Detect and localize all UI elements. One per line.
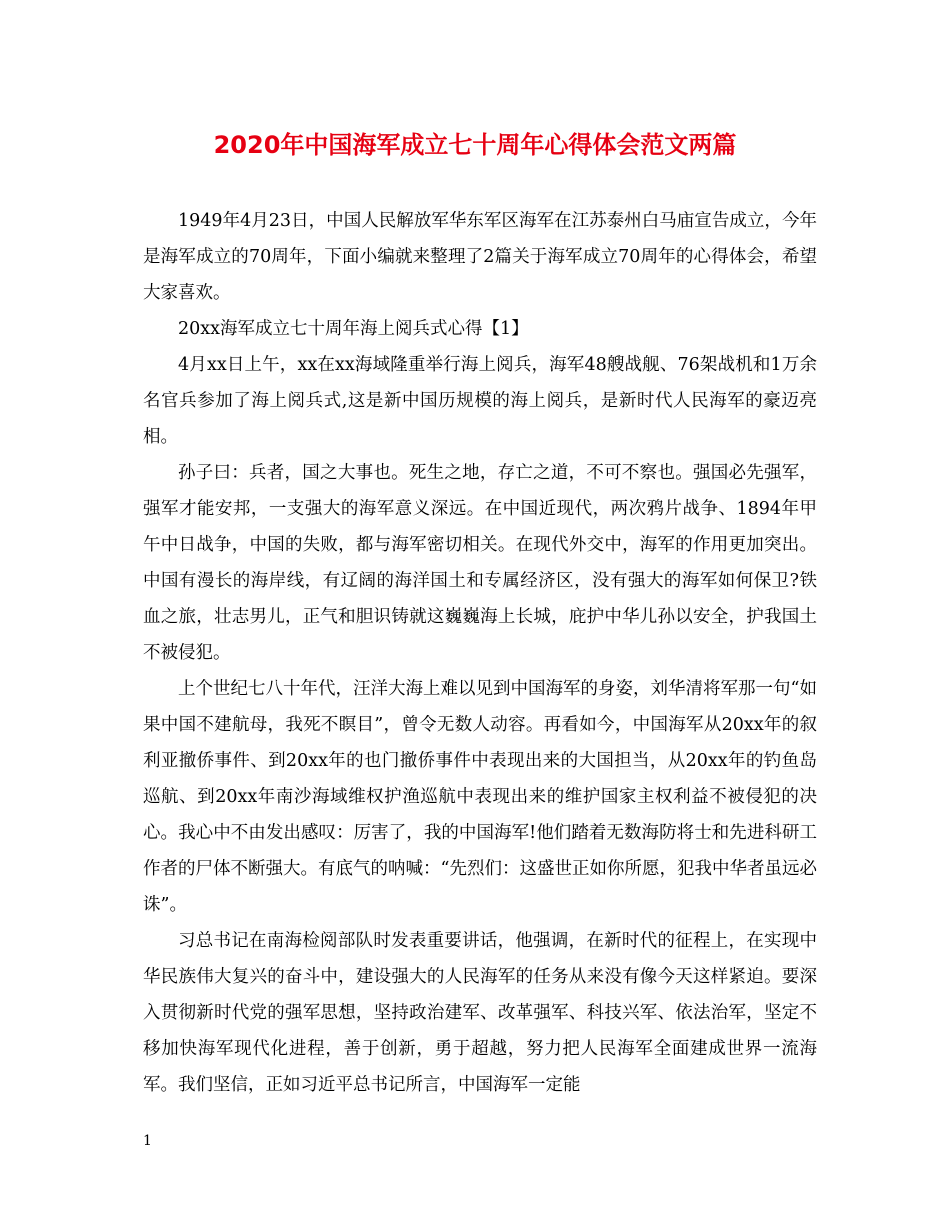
- paragraph-sunzi: 孙子曰：兵者，国之大事也。死生之地，存亡之道，不可不察也。强国必先强军，强军才能安邦，一支强大的海军意义深远。在中国近现代，两次鸦片战争、1894年甲午中日战争，中国的失败，都与海军密切相关。在现代外交中，海军的作用更加突出。中国有漫长的海岸线，有辽阔的海洋国土和专属经济区，没有强大的海军如何保卫?铁血之旅，壮志男儿，正气和胆识铸就这巍巍海上长城，庇护中华儿孙以安全，护我国土不被侵犯。: [143, 463, 817, 663]
- paragraph-parade: 4月xx日上午，xx在xx海域隆重举行海上阅兵，海军48艘战舰、76架战机和1万余名官兵参加了海上阅兵式,这是新中国历规模的海上阅兵，是新时代人民海军的豪迈亮相。: [143, 355, 817, 447]
- paragraph-history: 上个世纪七八十年代，汪洋大海上难以见到中国海军的身姿，刘华清将军那一句“如果中国不建航母，我死不瞑目”，曾令无数人动容。再看如今，中国海军从20xx年的叙利亚撤侨事件、到20xx年的也门撤侨事件中表现出来的大国担当，从20xx年的钓鱼岛巡航、到20xx年南沙海域维权护渔巡航中表现出来的维护国家主权利益不被侵犯的决心。我心中不由发出感叹：厉害了，我的中国海军!他们踏着无数海防将士和先进科研工作者的尸体不断强大。有底气的呐喊：“先烈们：这盛世正如你所愿，犯我中华者虽远必诛”。: [143, 679, 817, 915]
- paragraph-speech: 习总书记在南海检阅部队时发表重要讲话，他强调，在新时代的征程上，在实现中华民族伟大复兴的奋斗中，建设强大的人民海军的任务从来没有像今天这样紧迫。要深入贯彻新时代党的强军思想，坚持政治建军、改革强军、科技兴军、依法治军，坚定不移加快海军现代化进程，善于创新，勇于超越，努力把人民海军全面建成世界一流海军。我们坚信，正如习近平总书记所言，中国海军一定能: [143, 931, 817, 1095]
- paragraph-intro: 1949年4月23日，中国人民解放军华东军区海军在江苏泰州白马庙宣告成立，今年是海军成立的70周年，下面小编就来整理了2篇关于海军成立70周年的心得体会，希望大家喜欢。: [143, 211, 817, 303]
- section-heading: 20xx海军成立七十周年海上阅兵式心得【1】: [178, 319, 529, 339]
- page-number: 1: [143, 1133, 152, 1149]
- document-title: 2020年中国海军成立七十周年心得体会范文两篇: [213, 131, 737, 159]
- document-body: [143, 203, 817, 1103]
